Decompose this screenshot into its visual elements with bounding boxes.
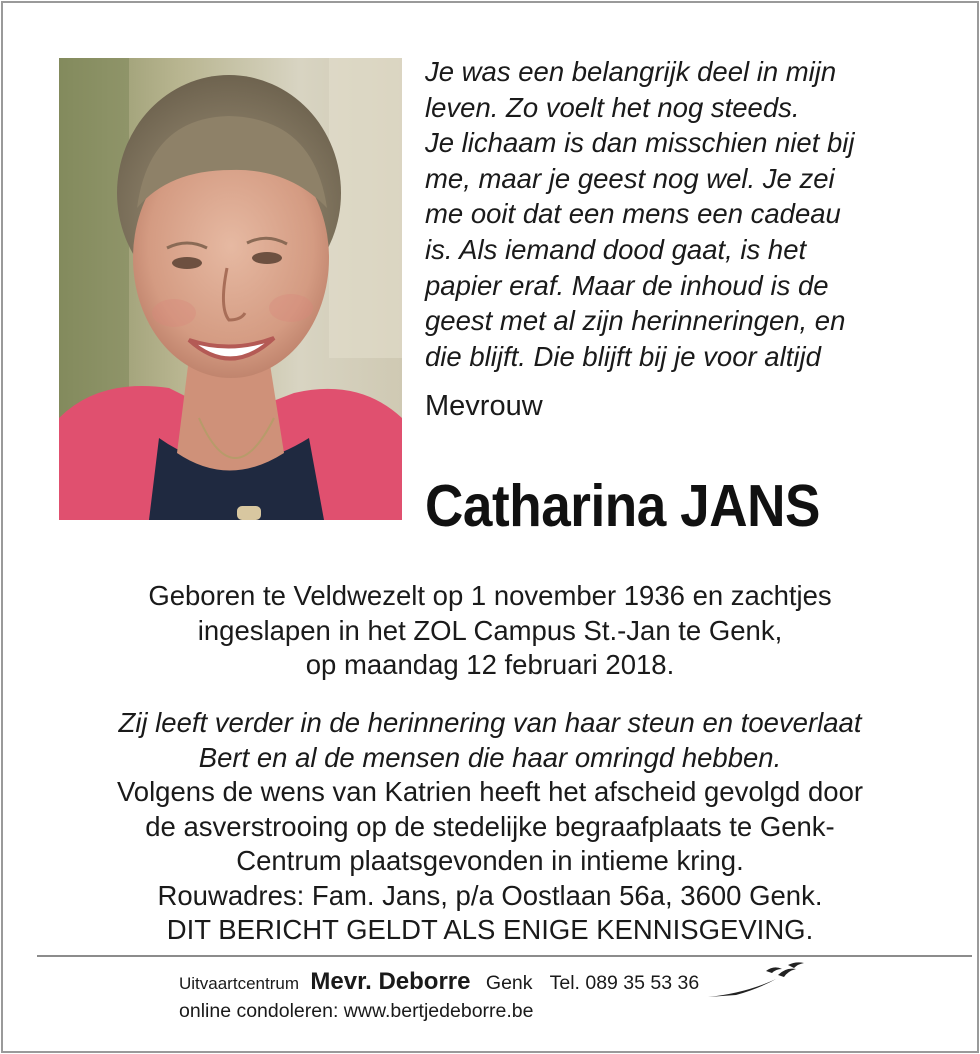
funeral-home-phone: Tel. 089 35 53 36 (549, 972, 700, 994)
footer-divider (37, 955, 972, 957)
funeral-home-line (179, 968, 699, 996)
announcement-body (0, 706, 980, 948)
portrait-photo (59, 58, 402, 520)
ceremony-text: Volgens de wens van Katrien heeft het afscheid gevolgd door de asverstrooing op de stedelijke begraafplaats te Genk- Centrum plaatsgevonden in intieme kring. Rouwadres: Fam. Jans, p/a Oostlaan 56a, 3600 Genk. DIT BERICHT GELDT ALS ENIGE KENNISGEVING. (116, 776, 864, 945)
funeral-home-name: Mevr. Deborre (310, 968, 471, 995)
poem-text: Je was een belangrijk deel in mijn leven. Zo voelt het nog steeds. Je lichaam is dan misschien niet bij me, maar je geest nog wel. Je zei me ooit dat een mens een cadeau is. Als iemand dood gaat, is het papier eraf. Maar de inhoud is de geest met al zijn herinneringen, en die blijft. Die blijft bij je voor altijd (425, 56, 855, 372)
funeral-home-label: Uitvaartcentrum (179, 974, 299, 993)
birds-logo-icon (706, 959, 806, 1006)
online-condolences[interactable]: online condoleren: www.bertjedeborre.be (179, 1000, 534, 1022)
remembrance-text: Zij leeft verder in de herinnering van haar steun en toeverlaat Bert en al de mensen die haar omringd hebben. (118, 707, 862, 773)
funeral-home-city: Genk (485, 972, 533, 994)
deceased-name: Catharina JANS (425, 473, 821, 539)
honorific: Mevrouw (425, 390, 543, 422)
birth-death-details: Geboren te Veldwezelt op 1 november 1936 en zachtjes ingeslapen in het ZOL Campus St.-Jan te Genk, op maandag 12 februari 2018. (148, 580, 832, 680)
